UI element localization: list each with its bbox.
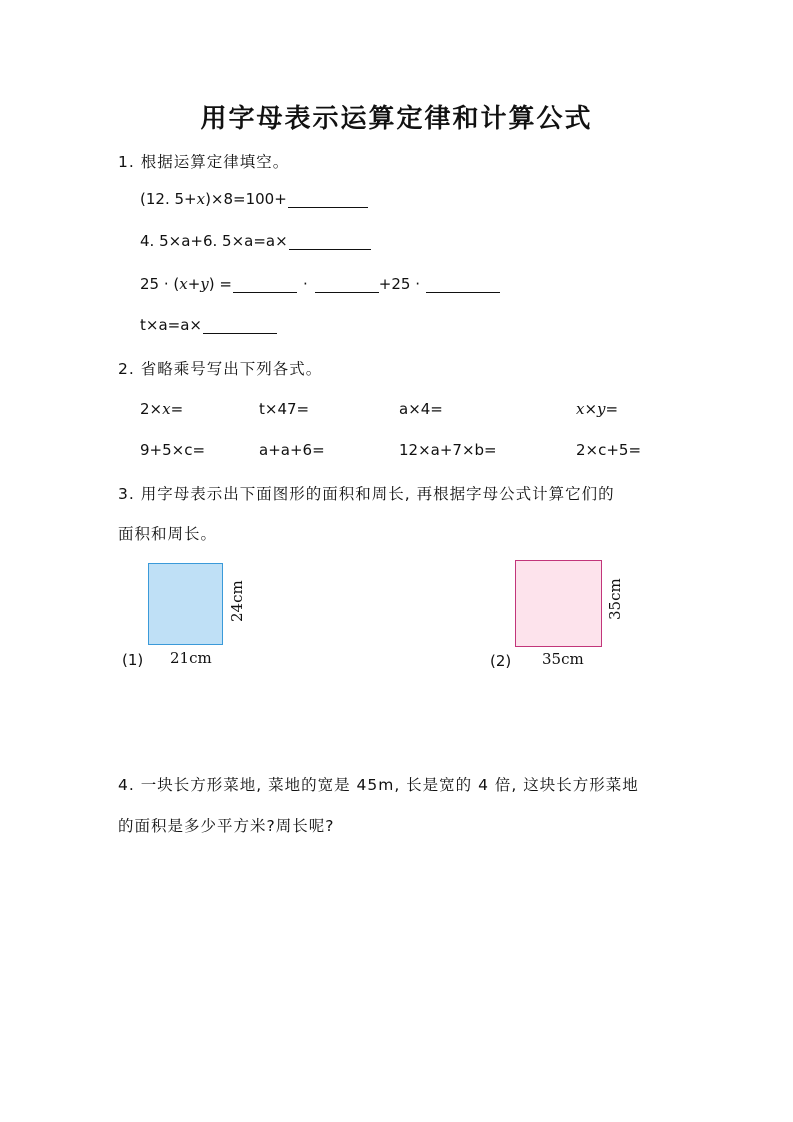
question-3-prompt-line-2: 面积和周长。 — [118, 525, 218, 543]
q2-item-eq: = — [605, 400, 619, 418]
question-4-prompt-line-1: 4. 一块长方形菜地, 菜地的宽是 45m, 长是宽的 4 倍, 这块长方形菜地 — [118, 776, 639, 794]
q1-line-3-prefix: 25 · ( — [140, 275, 180, 293]
q2-item: a×4= — [399, 400, 443, 418]
q1-line-3-var-y: y — [200, 275, 209, 293]
q2-item — [576, 400, 618, 418]
q1-line-1-var: x — [196, 190, 206, 208]
q1-line-3-eq: ) = — [208, 275, 232, 293]
q2-item-var: x — [162, 400, 171, 418]
q2-item: 12×a+7×b= — [399, 441, 497, 459]
q1-line-2 — [140, 232, 371, 250]
q1-line-3 — [140, 275, 500, 293]
answer-blank[interactable] — [288, 190, 368, 208]
q1-line-1-suffix: )×8=100+ — [205, 190, 287, 208]
q2-item: t×47= — [259, 400, 310, 418]
answer-blank[interactable] — [203, 316, 277, 334]
q1-line-2-prefix: 4. 5×a+6. 5×a=a× — [140, 232, 288, 250]
question-2-prompt: 2. 省略乘号写出下列各式。 — [118, 360, 323, 378]
answer-blank[interactable] — [315, 275, 379, 293]
question-4-prompt-line-2: 的面积是多少平方米?周长呢? — [118, 817, 335, 835]
question-1-prompt: 1. 根据运算定律填空。 — [118, 153, 290, 171]
answer-blank[interactable] — [426, 275, 500, 293]
rectangle-figure-1 — [148, 563, 223, 645]
q2-item — [140, 400, 183, 418]
square-figure-2 — [515, 560, 602, 647]
q2-item-op: × — [584, 400, 598, 418]
q2-item-var: y — [597, 400, 606, 418]
q1-line-1-prefix: (12. 5+ — [140, 190, 197, 208]
figure-1-height-label: 24cm — [228, 580, 246, 622]
q1-line-3-dot: · — [302, 275, 308, 293]
q2-item: 9+5×c= — [140, 441, 206, 459]
q1-line-3-var-x: x — [179, 275, 188, 293]
figure-2-height-label: 35cm — [606, 578, 624, 620]
q1-line-3-plus: + — [187, 275, 201, 293]
q2-item-text: 2× — [140, 400, 163, 418]
q1-line-3-mid: +25 · — [378, 275, 420, 293]
q1-line-4-prefix: t×a=a× — [140, 316, 202, 334]
figure-1-number: (1) — [122, 651, 144, 669]
q1-line-4 — [140, 316, 277, 334]
q2-item-eq: = — [170, 400, 184, 418]
question-3-prompt-line-1: 3. 用字母表示出下面图形的面积和周长, 再根据字母公式计算它们的 — [118, 485, 615, 503]
q2-item: a+a+6= — [259, 441, 325, 459]
q2-item-var: x — [576, 400, 585, 418]
answer-blank[interactable] — [289, 232, 371, 250]
page-title: 用字母表示运算定律和计算公式 — [200, 104, 593, 134]
answer-blank[interactable] — [233, 275, 297, 293]
figure-1-width-label: 21cm — [170, 649, 212, 667]
q1-line-1 — [140, 190, 368, 208]
figure-2-width-label: 35cm — [542, 650, 584, 668]
q2-item: 2×c+5= — [576, 441, 642, 459]
figure-2-number: (2) — [490, 652, 512, 670]
